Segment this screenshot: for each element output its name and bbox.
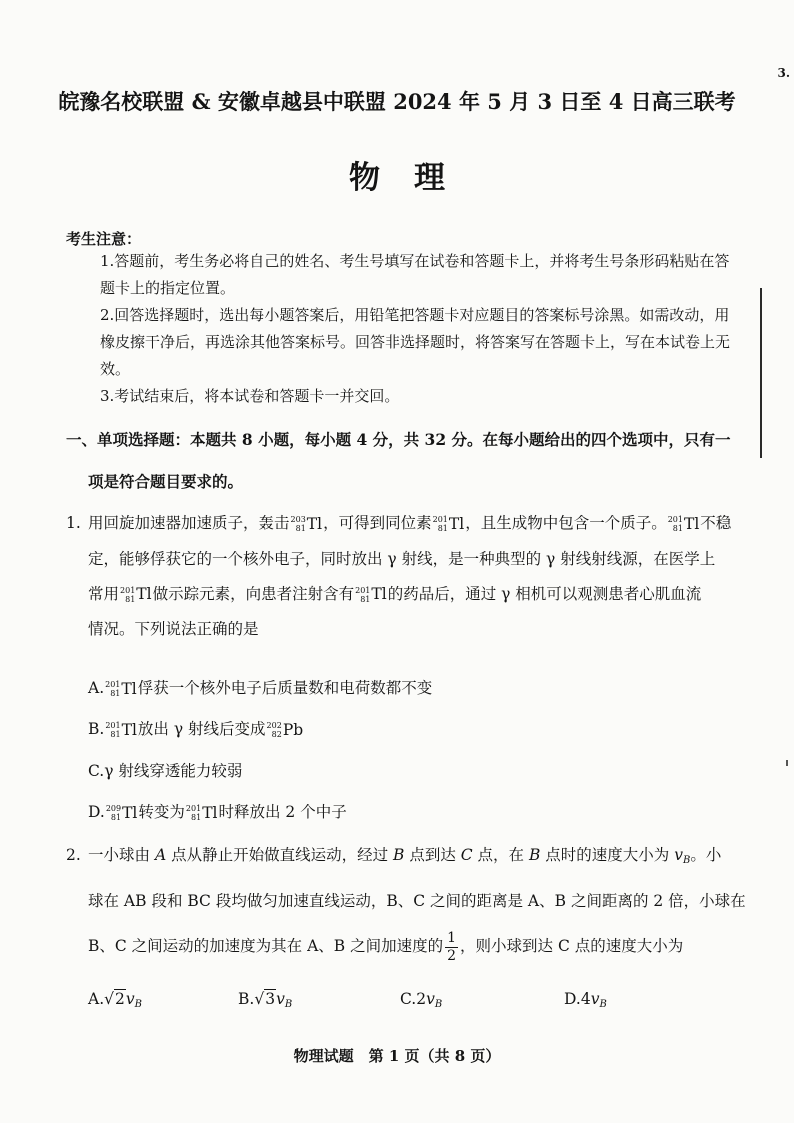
q1-line-4: 情况。下列说法正确的是	[88, 620, 259, 638]
section-heading-line1: 一、单项选择题：本题共 8 小题，每小题 4 分，共 32 分。在每小题给出的四个选项中，只有一	[66, 430, 731, 449]
notice-item-3: 3.考试结束后，将本试卷和答题卡一并交回。	[100, 387, 400, 405]
q2-option-d[interactable]: $D.4v_B$	[564, 990, 607, 1010]
isotope-tl201: 201 81 Tl	[185, 804, 218, 822]
fraction-one-half: $\frac{1}{2}$	[447, 929, 457, 964]
q1-line-2: 定，能够俘获它的一个核外电子，同时放出 γ 射线，是一种典型的 γ 射线射线源，在医学上	[88, 549, 716, 568]
notice-item-2: 2.回答选择题时，选出每小题答案后，用铅笔把答题卡对应题目的答案标号涂黑。如需改动，用橡皮擦干净后，再选涂其他答案标号。回答非选择题时，将答案写在答题卡上，写在本试卷上无效。	[100, 306, 731, 378]
q1-line-1: 1. 用回旋加速器加速质子，轰击 203 81 Tl ，可得到同位素 201 81 Tl ，且生成物中包含一个质子。 201 81 Tl 不稳	[66, 506, 746, 542]
q1-option-d[interactable]: D. 209 81 Tl 转变为 201 81 Tl 时释放出 2 个中子	[88, 803, 347, 822]
sqrt-icon: √	[104, 990, 115, 1008]
corner-mark: 3.	[777, 66, 790, 80]
isotope-pb202: 202 82 Pb	[266, 721, 304, 739]
q1-option-b[interactable]: B. 201 81 Tl 放出 γ 射线后变成 202 82 Pb	[88, 720, 304, 739]
q2-line-1: 2. 一小球由 A 点从静止开始做直线运动，经过 B 点到达 C 点，在 B 点时的速度大小为 $v_B$。小	[66, 846, 722, 866]
subject-title: 物理	[349, 160, 479, 196]
isotope-tl209: 209 81 Tl	[105, 804, 138, 822]
isotope-tl201: 201 81 Tl	[105, 721, 137, 739]
question-1	[66, 506, 746, 647]
isotope-tl201: 201 81 Tl	[105, 680, 137, 698]
question-2	[66, 838, 746, 965]
margin-mark	[786, 760, 788, 766]
notice-heading: 考生注意：	[66, 230, 142, 248]
page-footer: 物理试题 第 1 页（共 8 页）	[293, 1047, 501, 1065]
q2-option-c[interactable]: $C.2v_B$	[400, 990, 443, 1010]
section-heading-line2: 项是符合题目要求的。	[88, 472, 244, 491]
q2-line-2: 球在 AB 段和 BC 段均做匀加速直线运动，B、C 之间的距离是 A、B 之间距离的 2 倍，小球在	[88, 892, 746, 910]
q2-option-a[interactable]: $A.√2v_B$	[88, 990, 143, 1010]
isotope-tl201: 201 81 Tl	[355, 585, 387, 604]
q1-option-c[interactable]: C.γ 射线穿透能力较弱	[88, 762, 243, 780]
sqrt-icon: √	[254, 990, 265, 1008]
isotope-tl201: 201 81 Tl	[120, 585, 152, 604]
exam-header: 皖豫名校联盟 & 安徽卓越县中联盟 2024 年 5 月 3 日至 4 日高三联考	[58, 89, 736, 114]
notice-item-1: 1.答题前，考生务必将自己的姓名、考生号填写在试卷和答题卡上，并将考生号条形码粘贴在答题卡上的指定位置。	[100, 252, 730, 297]
isotope-tl201: 201 81 Tl	[667, 514, 700, 533]
isotope-tl201: 201 81 Tl	[432, 514, 465, 533]
isotope-tl203: 203 81 Tl	[290, 514, 323, 533]
q2-option-b[interactable]: $B.√3v_B$	[238, 990, 293, 1010]
q1-line-3: 常用 201 81 Tl 做示踪元素，向患者注射含有 201 81 Tl 的药品后，通过 γ 相机可以观测患者心肌血流	[66, 577, 746, 613]
q1-option-a[interactable]: A. 201 81 Tl 俘获一个核外电子后质量数和电荷数都不变	[88, 679, 433, 698]
q2-line-3: B、C 之间运动的加速度为其在 A、B 之间加速度的 $\frac{1}{2}$ ，则小球到达 C 点的速度大小为	[88, 929, 684, 964]
margin-line	[760, 288, 762, 458]
